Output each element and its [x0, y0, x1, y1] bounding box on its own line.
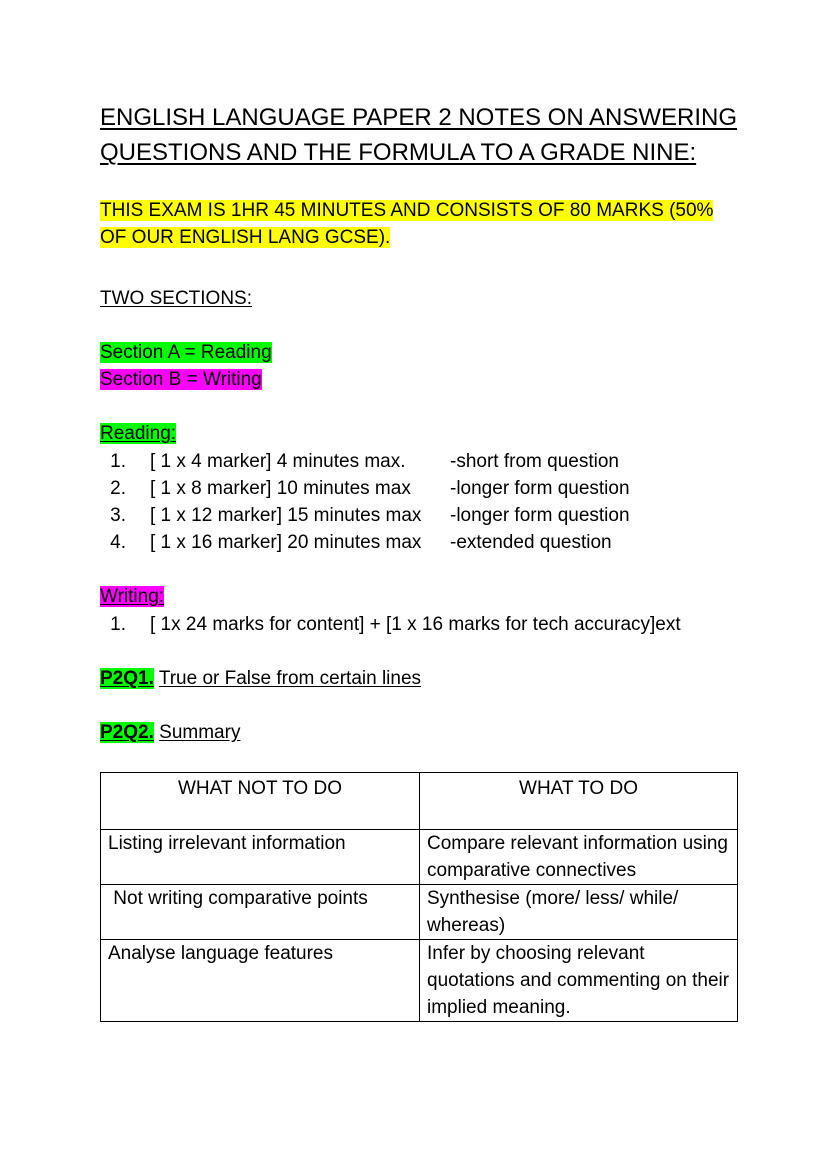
- p2q2-line: [100, 719, 240, 746]
- list-item: [100, 502, 630, 529]
- list-item-number: 1.: [110, 614, 126, 635]
- exam-info-line-2: [100, 224, 390, 251]
- section-b-line: [100, 366, 262, 393]
- table-cell: Compare relevant information using comparative connectives: [420, 830, 738, 885]
- writing-heading-text: Writing:: [100, 586, 165, 607]
- table-cell: Not writing comparative points: [101, 885, 420, 940]
- list-item: [100, 475, 630, 502]
- exam-info-text-1: THIS EXAM IS 1HR 45 MINUTES AND CONSISTS OF 80 MARKS (50%: [100, 200, 714, 221]
- reading-list: [100, 448, 630, 556]
- table-row: [101, 830, 738, 885]
- reading-heading-text: Reading:: [100, 423, 177, 444]
- page-title-line-2: QUESTIONS AND THE FORMULA TO A GRADE NINE:: [100, 139, 697, 166]
- page-title-line-1: ENGLISH LANGUAGE PAPER 2 NOTES ON ANSWERING: [100, 104, 738, 131]
- table-header-cell: WHAT NOT TO DO: [101, 773, 420, 830]
- list-item-type: -longer form question: [450, 505, 630, 526]
- summary-table: [100, 772, 738, 1022]
- list-item: [100, 611, 681, 638]
- list-item-number: 4.: [110, 532, 126, 553]
- table-header-cell: WHAT TO DO: [420, 773, 738, 830]
- p2q2-label: P2Q2.: [100, 722, 154, 743]
- list-item-detail: [ 1 x 16 marker] 20 minutes max: [150, 532, 422, 553]
- table-cell: Listing irrelevant information: [101, 830, 420, 885]
- exam-info-text-2: OF OUR ENGLISH LANG GCSE).: [100, 227, 391, 248]
- sections-heading-text: TWO SECTIONS:: [100, 288, 252, 309]
- table-cell: Synthesise (more/ less/ while/ whereas): [420, 885, 738, 940]
- p2q1-line: [100, 665, 421, 692]
- list-item: [100, 529, 630, 556]
- table-header-row: [101, 773, 738, 830]
- exam-info-line-1: [100, 197, 713, 224]
- list-item: [100, 448, 630, 475]
- section-b-text: Section B = Writing: [100, 369, 262, 390]
- sections-heading: [100, 285, 252, 312]
- list-item-detail: [ 1 x 12 marker] 15 minutes max: [150, 505, 422, 526]
- list-item-type: -short from question: [450, 451, 619, 472]
- section-a-text: Section A = Reading: [100, 342, 272, 363]
- list-item-type: -extended question: [450, 532, 612, 553]
- list-item-number: 2.: [110, 478, 126, 499]
- list-item-number: 1.: [110, 451, 126, 472]
- list-item-number: 3.: [110, 505, 126, 526]
- section-a-line: [100, 339, 272, 366]
- p2q1-text: True or False from certain lines: [158, 668, 422, 689]
- writing-heading: [100, 583, 164, 610]
- list-item-detail: [ 1 x 8 marker] 10 minutes max: [150, 478, 411, 499]
- writing-list: [100, 611, 681, 638]
- table-cell: Infer by choosing relevant quotations and commenting on their implied meaning.: [420, 940, 738, 1022]
- table-cell: Analyse language features: [101, 940, 420, 1022]
- list-item-type: -longer form question: [450, 478, 630, 499]
- list-item-detail: [ 1 x 4 marker] 4 minutes max.: [150, 451, 406, 472]
- reading-heading: [100, 420, 176, 447]
- list-item-detail: [ 1x 24 marks for content] + [1 x 16 marks for tech accuracy]ext: [150, 614, 681, 635]
- p2q1-label: P2Q1.: [100, 668, 154, 689]
- p2q2-text: Summary: [159, 722, 241, 743]
- table-row: [101, 940, 738, 1022]
- table-row: [101, 885, 738, 940]
